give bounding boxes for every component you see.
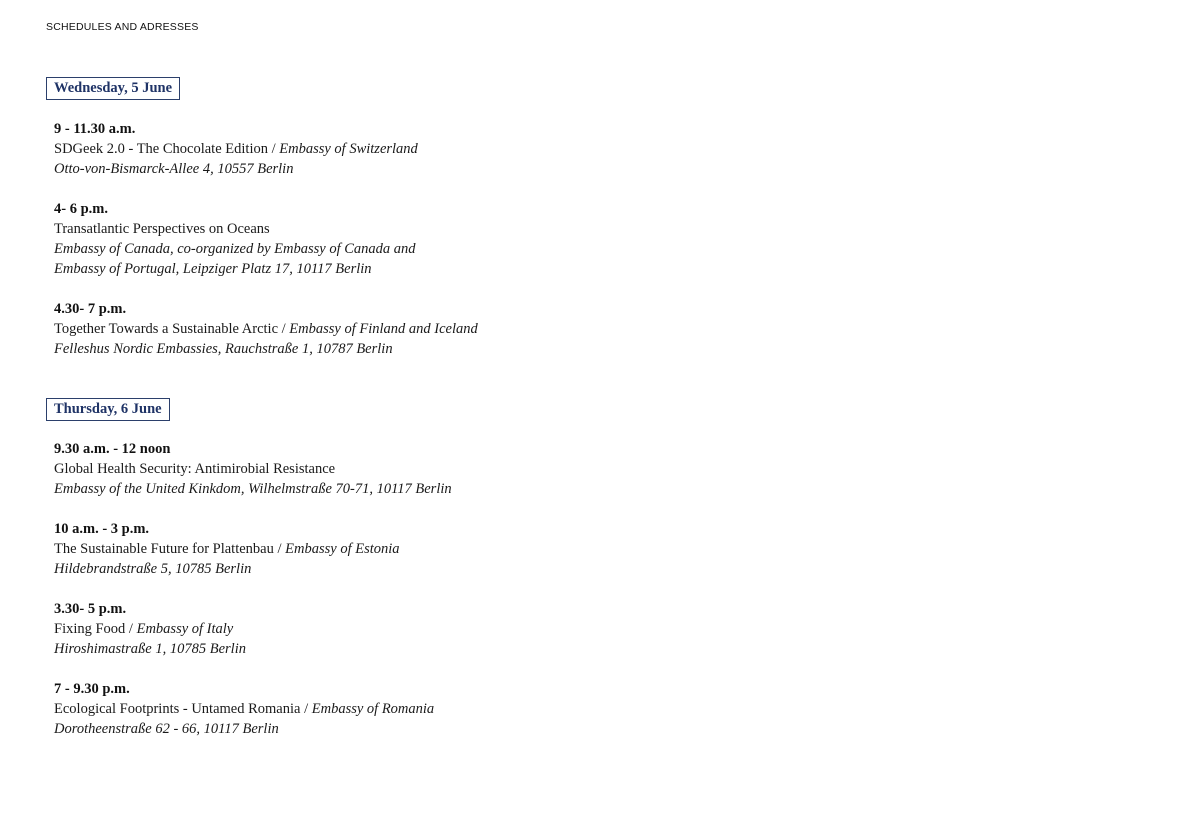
event-title: Global Health Security: Antimirobial Resistance <box>54 461 336 477</box>
event-address: Hiroshimastraße 1, 10785 Berlin <box>54 641 246 657</box>
event-title: Ecological Footprints - Untamed Romania / <box>54 701 312 717</box>
event-title: SDGeek 2.0 - The Chocolate Edition / <box>54 141 280 157</box>
event-title-line <box>54 699 434 719</box>
event-item <box>54 599 246 659</box>
page-title: SCHEDULES AND ADRESSES <box>46 21 199 33</box>
event-title-line <box>54 319 478 339</box>
event-item <box>54 679 434 739</box>
event-time: 7 - 9.30 p.m. <box>54 681 130 697</box>
event-title-line <box>54 619 246 639</box>
event-time: 4.30- 7 p.m. <box>54 301 127 317</box>
event-title-line <box>54 139 418 159</box>
day-header-thursday: Thursday, 6 June <box>46 398 170 421</box>
event-address: Otto-von-Bismarck-Allee 4, 10557 Berlin <box>54 161 294 177</box>
event-item <box>54 519 400 579</box>
event-title: Fixing Food / <box>54 621 137 637</box>
event-host: Embassy of Italy <box>136 621 234 637</box>
event-item <box>54 299 478 359</box>
event-time: 3.30- 5 p.m. <box>54 601 127 617</box>
event-title: The Sustainable Future for Plattenbau / <box>54 541 286 557</box>
event-time: 10 a.m. - 3 p.m. <box>54 521 150 537</box>
event-time: 9 - 11.30 a.m. <box>54 121 136 137</box>
event-address: Embassy of Portugal, Leipziger Platz 17, 10117 Berlin <box>54 261 372 277</box>
event-host: Embassy of Romania <box>311 701 435 717</box>
event-item <box>54 119 418 179</box>
event-time: 9.30 a.m. - 12 noon <box>54 441 171 457</box>
event-address: Felleshus Nordic Embassies, Rauchstraße 1, 10787 Berlin <box>54 341 393 357</box>
event-host: Embassy of Switzerland <box>279 141 418 157</box>
event-title-line <box>54 539 400 559</box>
event-host: Embassy of Estonia <box>285 541 400 557</box>
event-address: Dorotheenstraße 62 - 66, 10117 Berlin <box>54 721 279 737</box>
event-host: Embassy of Canada, co-organized by Embassy of Canada and <box>54 241 416 257</box>
event-address: Embassy of the United Kinkdom, Wilhelmstraße 70-71, 10117 Berlin <box>54 481 452 497</box>
event-time: 4- 6 p.m. <box>54 201 108 217</box>
event-title: Together Towards a Sustainable Arctic / <box>54 321 290 337</box>
event-host: Embassy of Finland and Iceland <box>289 321 478 337</box>
event-item <box>54 439 452 499</box>
event-item <box>54 199 416 279</box>
event-title: Transatlantic Perspectives on Oceans <box>54 221 270 237</box>
day-header-wednesday: Wednesday, 5 June <box>46 77 180 100</box>
event-address: Hildebrandstraße 5, 10785 Berlin <box>54 561 252 577</box>
